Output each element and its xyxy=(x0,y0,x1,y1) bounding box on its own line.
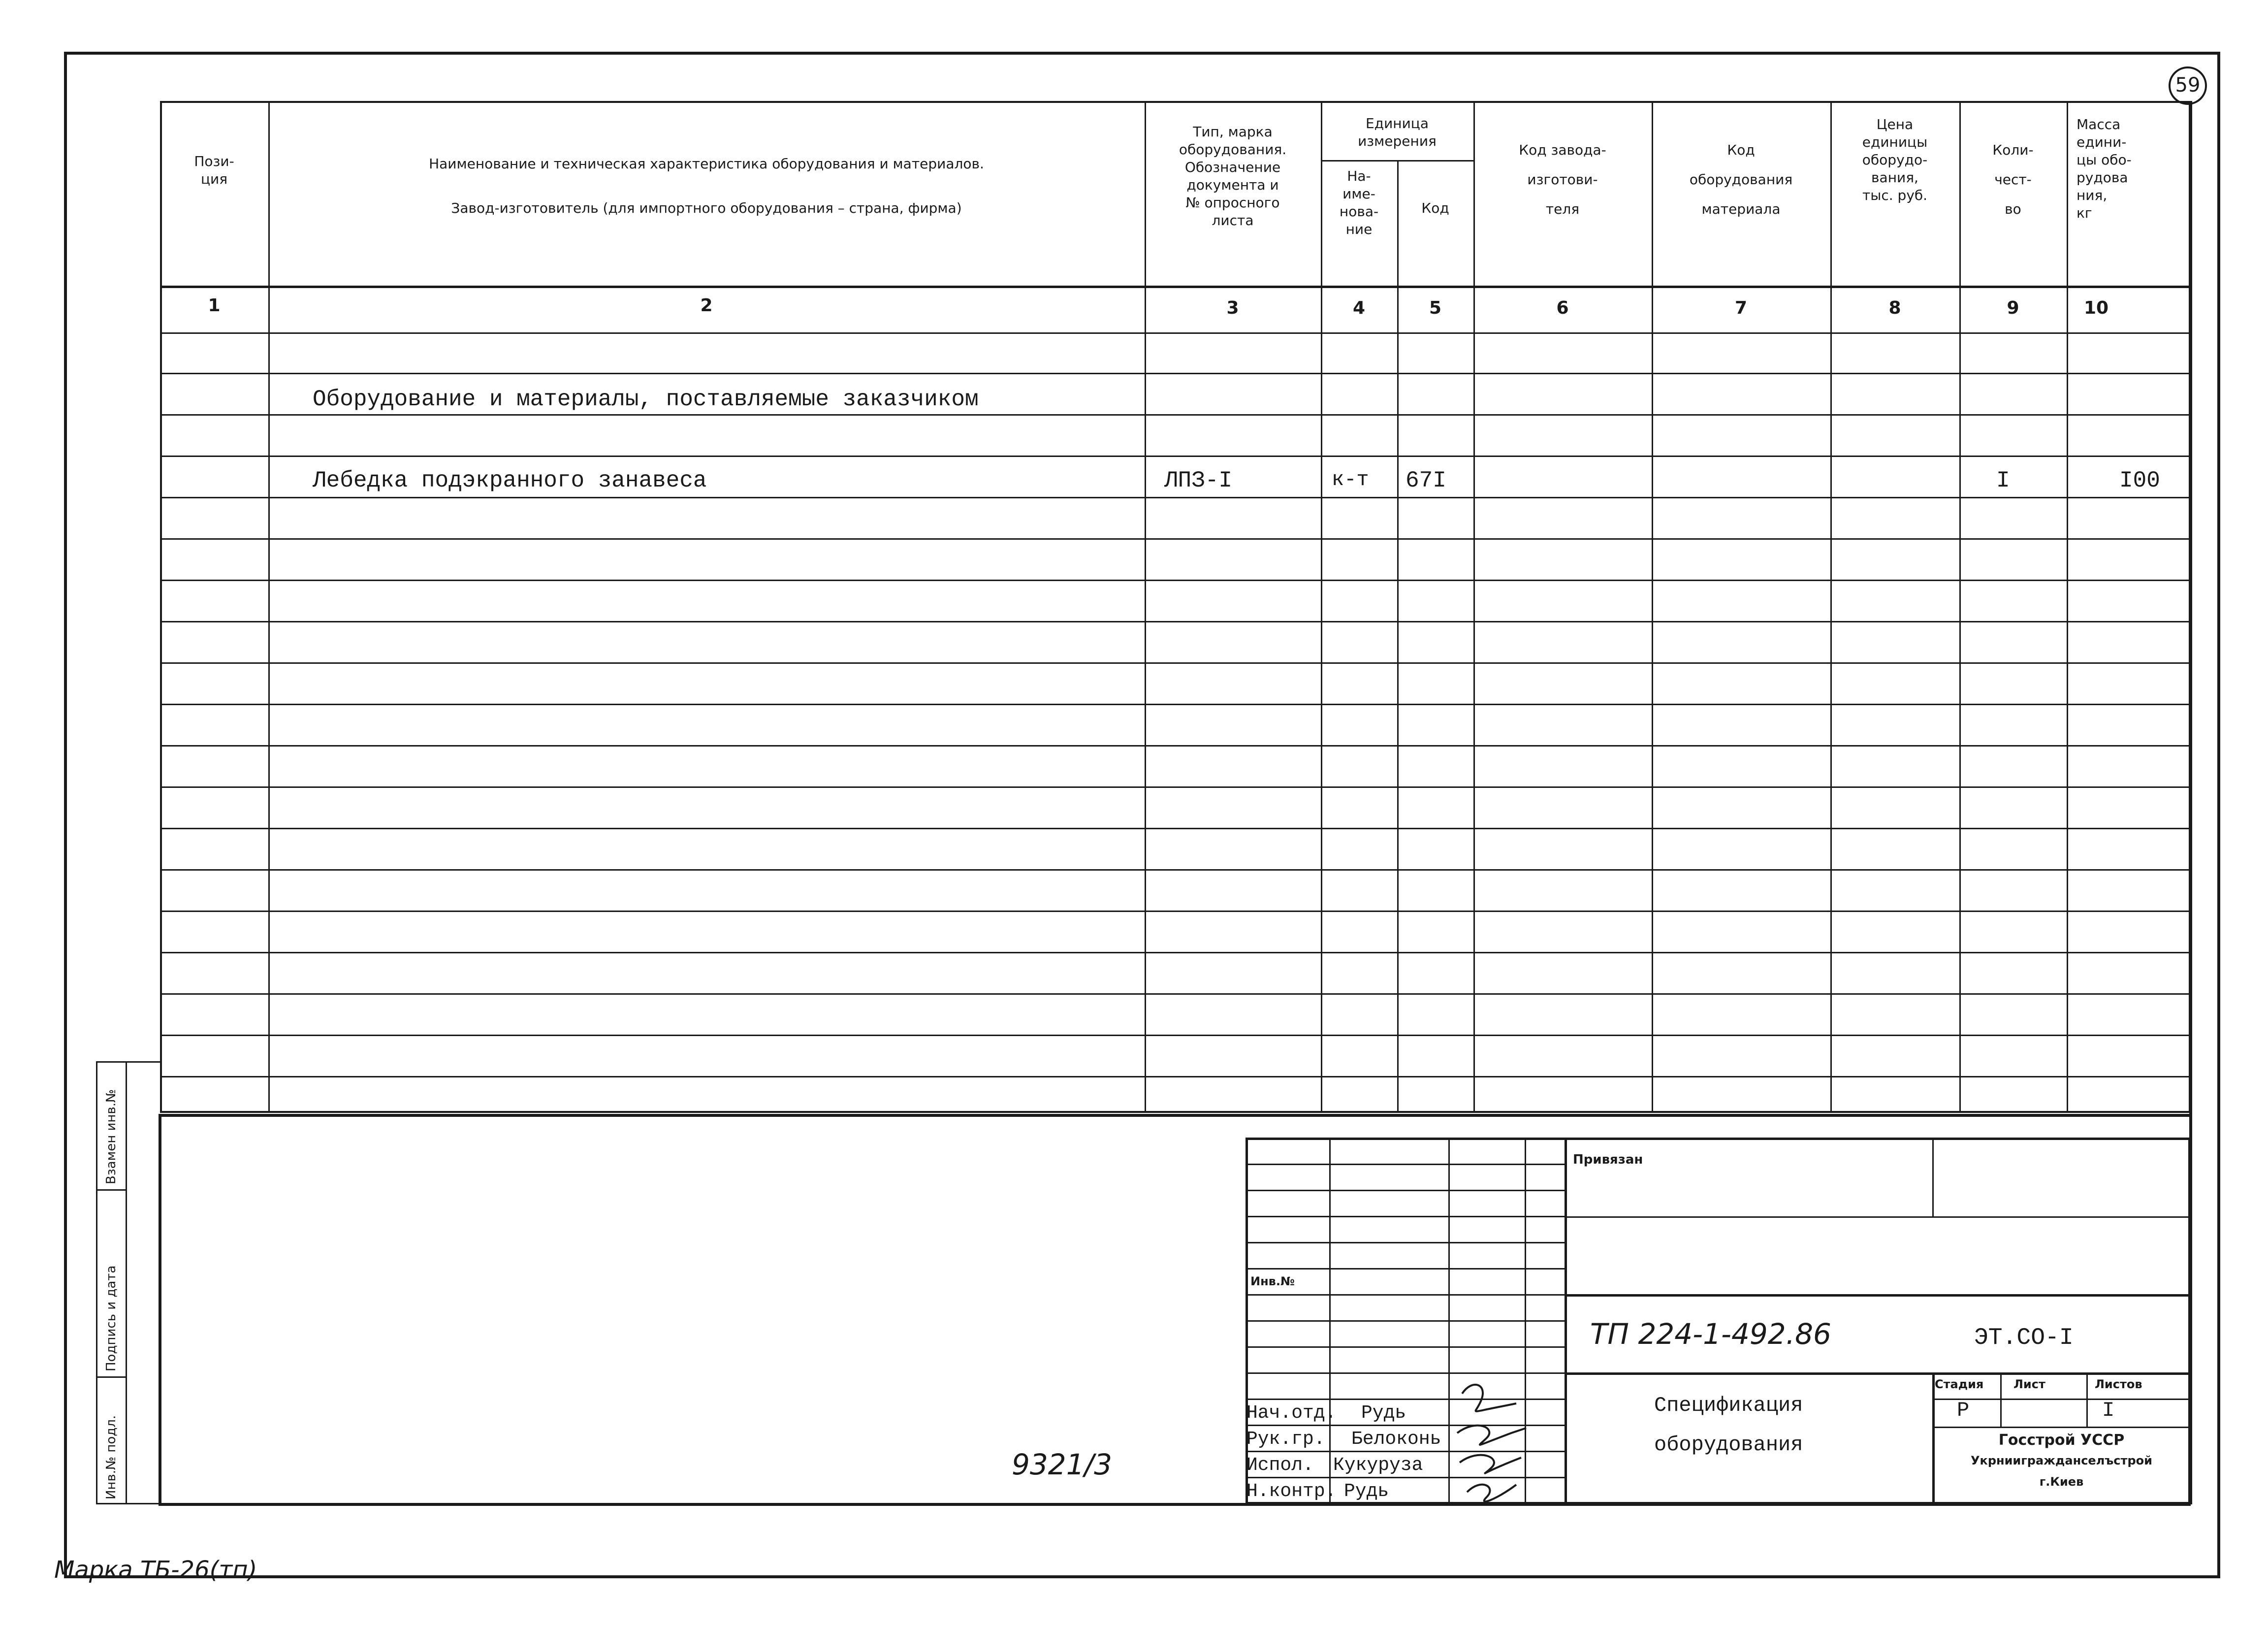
sig-name: Белоконь xyxy=(1351,1429,1441,1450)
header-unit-code: Код xyxy=(1421,200,1449,216)
header-unit-group: Единица измерения xyxy=(1358,115,1437,149)
header-equipment-code: Код оборудования материала xyxy=(1689,142,1793,217)
sheet-number: 59 xyxy=(2175,74,2201,97)
header-quantity: Коли- чест- во xyxy=(1992,142,2034,217)
header-position: Пози- ция xyxy=(194,153,234,187)
side-label-vzam: Взамен инв.№ xyxy=(104,1089,119,1184)
spec-table xyxy=(160,101,2191,1113)
sig-name: Кукуруза xyxy=(1333,1455,1423,1476)
header-unit-name: На- име- нова- ние xyxy=(1339,168,1379,237)
header-name-line2: Завод-изготовитель (для импортного оборудования – страна, фирма) xyxy=(451,200,962,216)
form-mark: Марка ТБ-26(тп) xyxy=(54,1556,257,1584)
archive-number: 9321/3 xyxy=(1012,1448,1113,1481)
item-mass: I00 xyxy=(2119,468,2160,493)
column-number: 4 xyxy=(1352,298,1366,318)
item-unit-name: к-т xyxy=(1332,468,1369,491)
column-number: 2 xyxy=(700,295,713,316)
sheet-label: Лист xyxy=(2013,1377,2045,1391)
title-line1: Спецификация xyxy=(1654,1394,1803,1417)
sig-name: Рудь xyxy=(1361,1402,1406,1424)
column-number: 8 xyxy=(1888,298,1901,318)
doc-code: ТП 224-1-492.86 xyxy=(1590,1317,1831,1351)
column-number: 10 xyxy=(2083,298,2109,318)
header-name-line1: Наименование и техническая характеристика оборудования и материалов. xyxy=(429,156,984,172)
header-unit-price: Цена единицы оборудо- вания, тыс. руб. xyxy=(1862,116,1928,203)
sheets-label: Листов xyxy=(2095,1377,2142,1391)
sig-role: Нач.отд. xyxy=(1246,1402,1337,1424)
column-number: 9 xyxy=(2007,298,2019,318)
sig-role: Н.контр. xyxy=(1246,1481,1337,1502)
stage-label: Стадия xyxy=(1935,1377,1984,1391)
title-line2: оборудования xyxy=(1654,1433,1803,1457)
left-inner-border xyxy=(159,1114,161,1504)
title-block xyxy=(1246,1138,2191,1504)
item-name: Лебедка подэкранного занавеса xyxy=(313,468,707,493)
item-unit-code: 67I xyxy=(1406,468,1446,493)
header-factory-code: Код завода- изготови- теля xyxy=(1519,142,1606,217)
org-line1: Госстрой УССР xyxy=(1998,1432,2125,1449)
stage-value: Р xyxy=(1957,1399,1970,1422)
privyazan-label: Привязан xyxy=(1573,1152,1643,1167)
header-mass: Масса едини- цы обо- рудова ния, кг xyxy=(2076,116,2132,221)
sheets-value: I xyxy=(2102,1399,2115,1422)
column-number: 5 xyxy=(1429,298,1442,318)
column-number: 1 xyxy=(208,295,221,316)
org-line3: г.Киев xyxy=(2039,1475,2084,1489)
side-stamp xyxy=(96,1061,160,1504)
column-number: 7 xyxy=(1734,298,1748,318)
header-type: Тип, марка оборудования. Обозначение документа и № опросного листа xyxy=(1179,124,1287,228)
sig-role: Испол. xyxy=(1246,1455,1314,1476)
inv-no-label: Инв.№ xyxy=(1250,1274,1295,1288)
side-label-inv-podl: Инв.№ подл. xyxy=(104,1415,119,1499)
column-number: 3 xyxy=(1226,298,1239,318)
item-quantity: I xyxy=(1996,468,2010,493)
sig-role: Рук.гр. xyxy=(1246,1429,1325,1450)
sig-name: Рудь xyxy=(1344,1481,1389,1502)
org-line2: Укрниигражданселъстрой xyxy=(1971,1454,2152,1467)
column-number: 6 xyxy=(1556,298,1569,318)
section-title: Оборудование и материалы, поставляемые заказчиком xyxy=(313,387,979,412)
signature-scribbles xyxy=(1452,1374,1541,1504)
spec-table-border xyxy=(160,101,2191,1113)
side-label-podpis: Подпись и дата xyxy=(104,1265,119,1371)
sheet-code: ЭТ.СО-I xyxy=(1974,1325,2074,1351)
item-type: ЛПЗ-I xyxy=(1164,468,1233,493)
lower-divider xyxy=(160,1114,2191,1117)
